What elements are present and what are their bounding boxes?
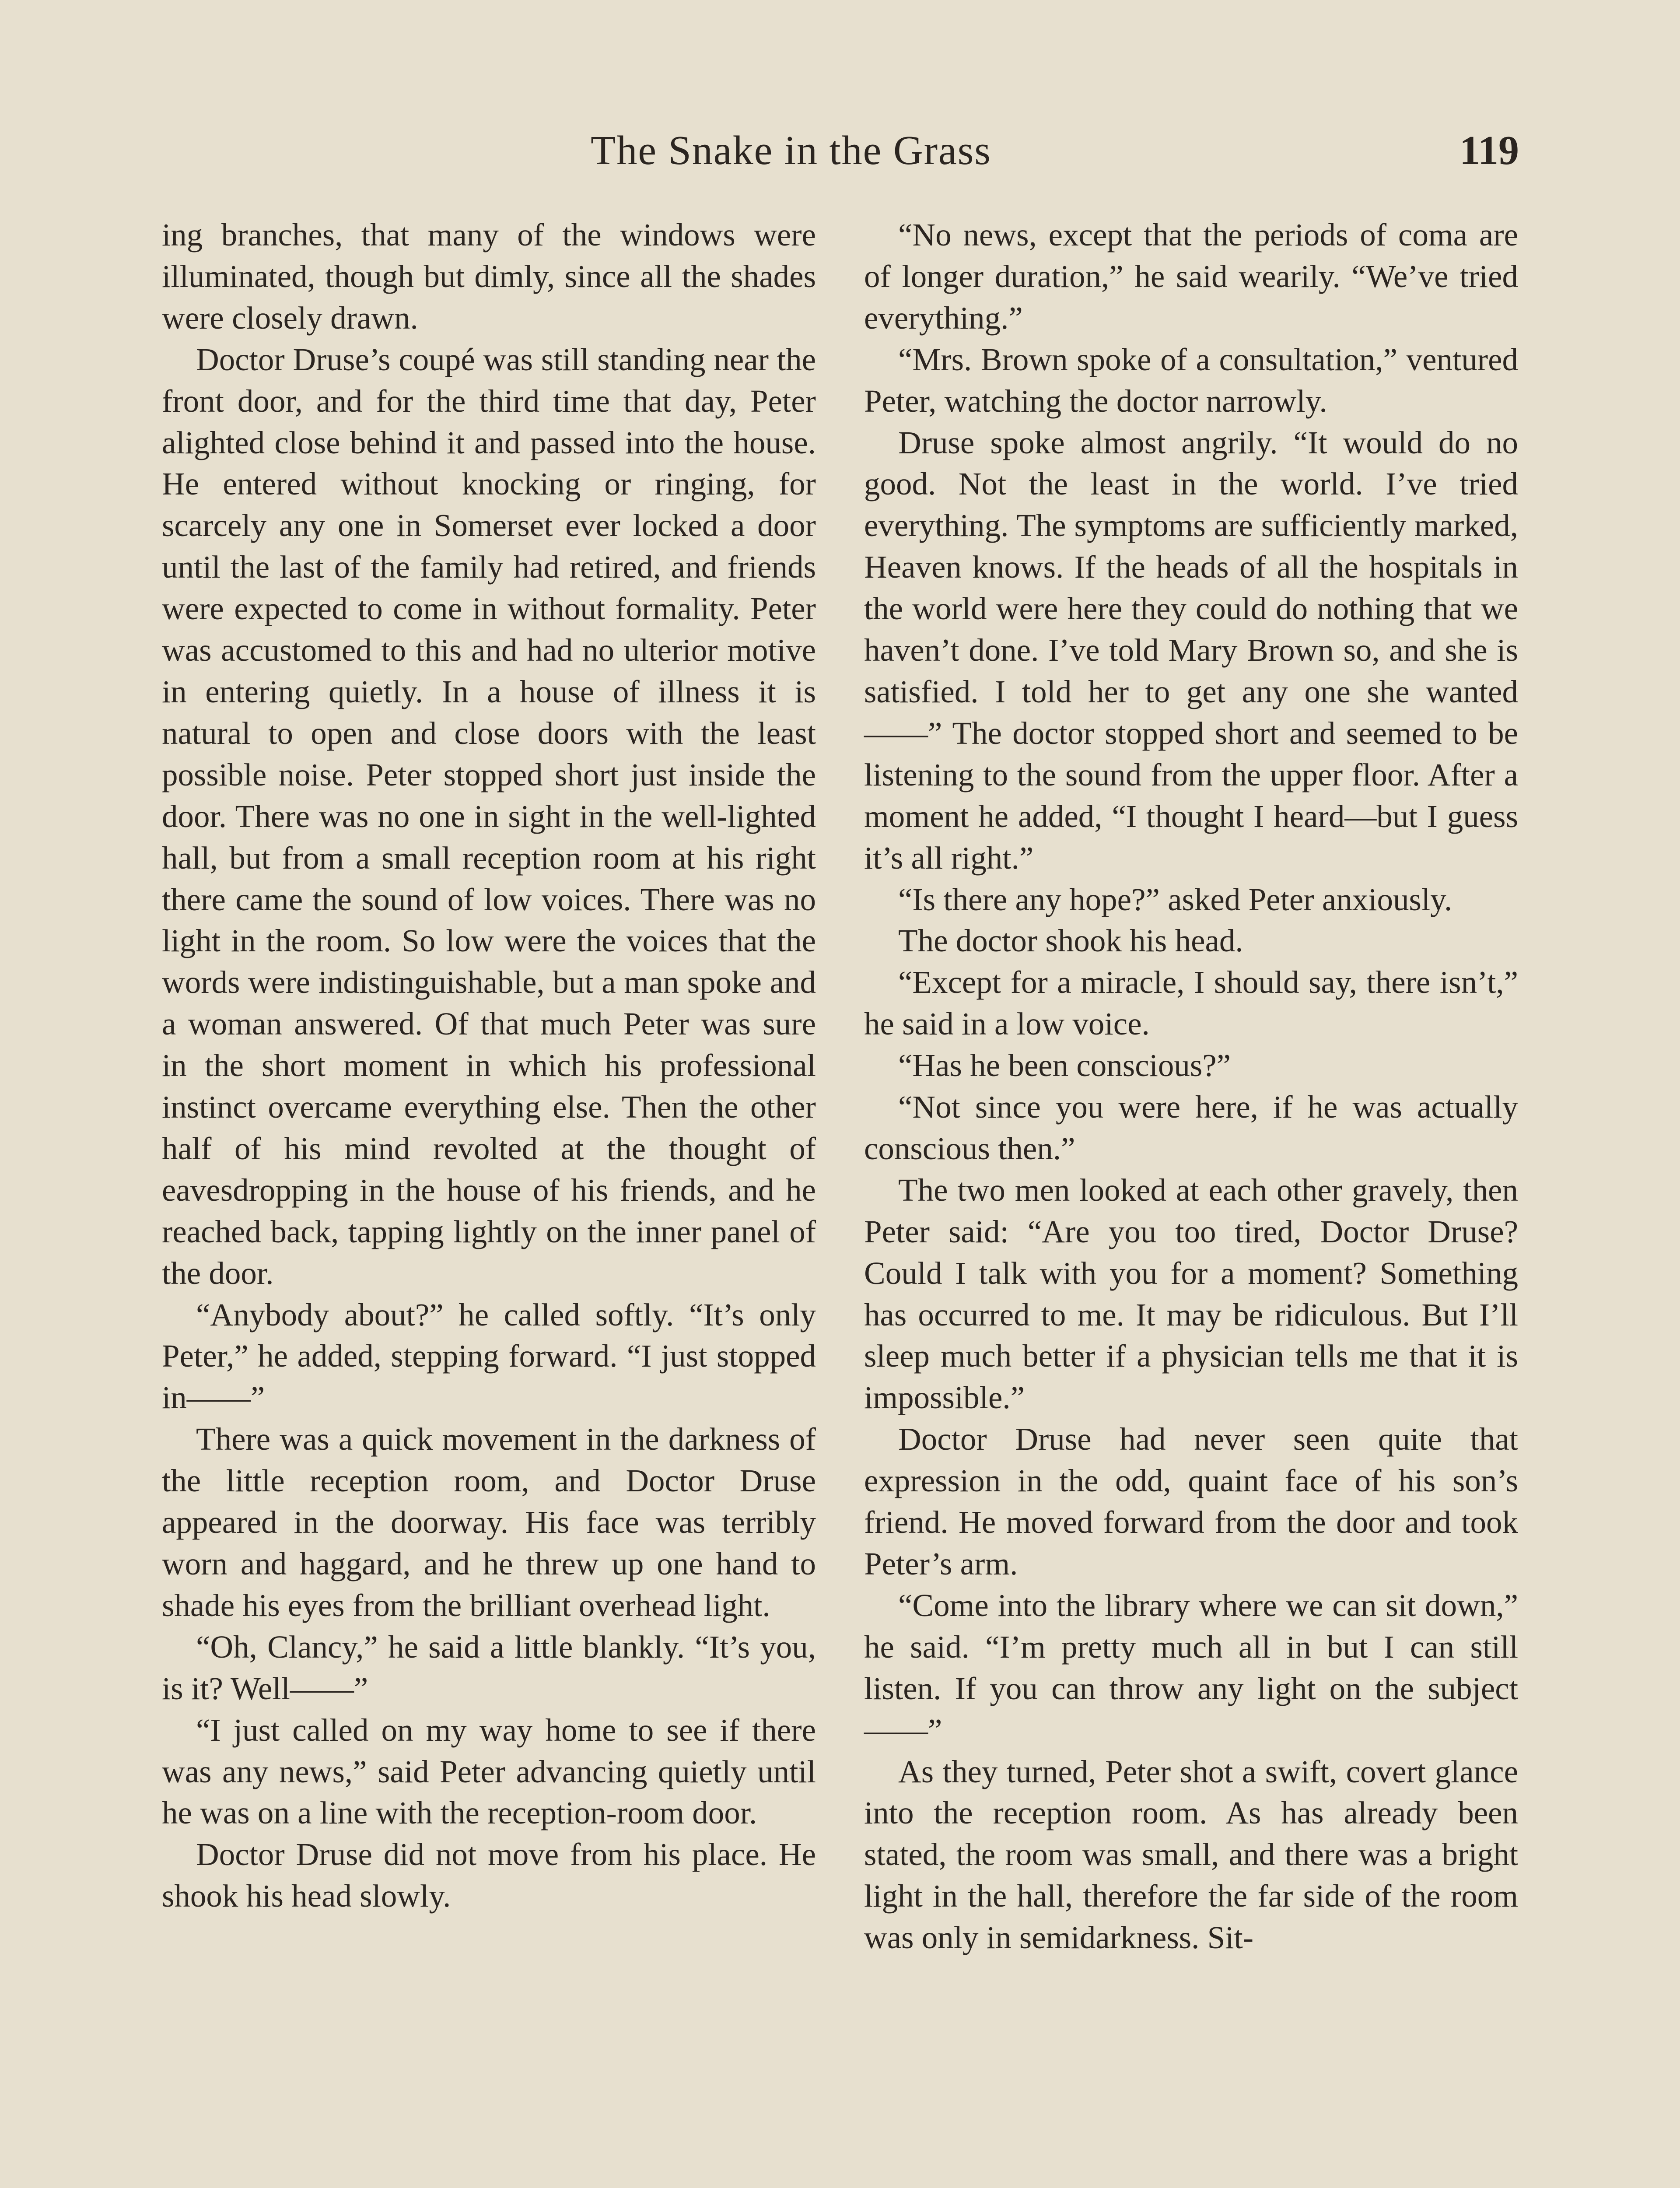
paragraph: “Is there any hope?” asked Peter anxiously. [898,881,1452,917]
paragraph: “Anybody about?” he called softly. “It’s only Peter,” he added, stepping forward. “I just stopped in——” [162,1297,816,1416]
paragraph: “I just called on my way home to see if there was any news,” said Peter advancing quietly until he was on a line with the reception-room door. [162,1712,816,1831]
paragraph: “Not since you were here, if he was actually conscious then.” [864,1089,1518,1166]
paragraph: The doctor shook his head. [898,923,1243,959]
text-column-left [162,214,816,1917]
paragraph: “Mrs. Brown spoke of a consultation,” ventured Peter, watching the doctor narrowly. [864,341,1518,419]
paragraph: “No news, except that the periods of coma are of longer duration,” he said wearily. “We’ve tried everything.” [864,217,1518,336]
running-title: The Snake in the Grass [591,128,991,173]
paragraph: “Come into the library where we can sit down,” he said. “I’m pretty much all in but I can still listen. If you can throw any light on the subject——” [864,1587,1518,1748]
paragraph: Doctor Druse’s coupé was still standing near the front door, and for the third time that day, Peter alighted close behind it and passed into the house. He entered without knocking or ringing, for scarcely any one in Somerset ever locked a door until the last of the family had retired, and friends were expected to come in without formality. Peter was accustomed to this and had no ulterior motive in entering quietly. In a house of illness it is natural to open and close doors with the least possible noise. Peter stopped short just inside the door. There was no one in sight in the well-lighted hall, but from a small reception room at his right there came the sound of low voices. There was no light in the room. So low were the voices that the words were indistinguishable, but a man spoke and a woman answered. Of that much Peter was sure in the short moment in which his professional instinct overcame everything else. Then the other half of his mind revolted at the thought of eavesdropping in the house of his friends, and he reached back, tapping lightly on the inner panel of the door. [162,341,816,1291]
paragraph: “Except for a miracle, I should say, there isn’t,” he said in a low voice. [864,964,1518,1042]
page-number: 119 [1460,128,1519,173]
paragraph: ing branches, that many of the windows were illuminated, though but dimly, since all the shades were closely drawn. [162,217,816,336]
paragraph: The two men looked at each other gravely, then Peter said: “Are you too tired, Doctor Druse? Could I talk with you for a moment? Something has occurred to me. It may be ridiculous. But I’ll sleep much better if a physician tells me that it is impossible.” [864,1172,1518,1416]
text-column-right [864,214,1518,1959]
paragraph: Druse spoke almost angrily. “It would do no good. Not the least in the world. I’ve tried everything. The symptoms are sufficiently marked, Heaven knows. If the heads of all the hospitals in the world were here they could do nothing that we haven’t done. I’ve told Mary Brown so, and she is satisfied. I told her to get any one she wanted——” The doctor stopped short and seemed to be listening to the sound from the upper floor. After a moment he added, “I thought I heard—but I guess it’s all right.” [864,424,1518,876]
running-head [0,127,1680,179]
paragraph: Doctor Druse had never seen quite that expression in the odd, quaint face of his son’s friend. He moved forward from the door and took Peter’s arm. [864,1421,1518,1581]
paragraph: “Has he been conscious?” [898,1048,1231,1083]
paragraph: Doctor Druse did not move from his place. He shook his head slowly. [162,1837,816,1914]
paragraph: “Oh, Clancy,” he said a little blankly. “It’s you, is it? Well——” [162,1629,816,1706]
paragraph: There was a quick movement in the darkness of the little reception room, and Doctor Druse appeared in the doorway. His face was terribly worn and haggard, and he threw up one hand to shade his eyes from the brilliant overhead light. [162,1421,816,1623]
paragraph: As they turned, Peter shot a swift, covert glance into the reception room. As has already been stated, the room was small, and there was a bright light in the hall, therefore the far side of the room was only in semidarkness. Sit- [864,1753,1518,1956]
